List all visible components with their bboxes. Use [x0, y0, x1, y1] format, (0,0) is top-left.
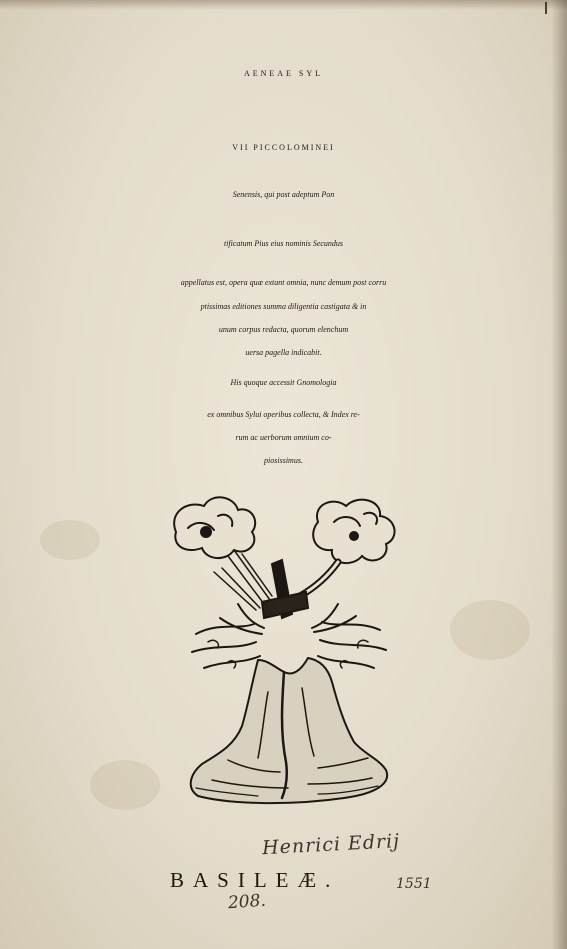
ownership-signature: Henrici Edrij — [261, 830, 401, 860]
shelfmark: 208. — [227, 890, 267, 914]
imprint-year-handwritten: 1551 — [396, 876, 432, 892]
title-line-2: VII PICCOLOMINEI — [232, 143, 335, 152]
title-line-10: ex omnibus Sylui operibus collecta, & Index re- — [207, 410, 360, 419]
title-line-7: unum corpus redacta, quorum elenchum — [218, 325, 349, 334]
corner-mark — [545, 2, 547, 14]
title-line-5: appellatus est, opera quæ extant omnia, nunc demum post corru — [180, 278, 387, 287]
title-line-6: ptissimas editiones summa diligentia castigata & in — [200, 302, 367, 311]
title-line-4: tificatum Pius eius nominis Secundus — [223, 239, 344, 248]
foxing-spot — [90, 760, 160, 810]
title-line-9: His quoque accessit Gnomologia — [230, 378, 337, 387]
printers-device-hammer-rock-icon — [168, 492, 408, 808]
page-shadow-top — [0, 0, 567, 10]
foxing-spot — [40, 520, 100, 560]
foxing-spot — [450, 600, 530, 660]
title-line-8: uersa pagella indicabit. — [245, 348, 322, 357]
title-line-1: AENEAE SYL — [243, 69, 324, 78]
title-line-3: Senensis, qui post adeptum Pon — [232, 190, 335, 199]
imprint-city: BASILEÆ. — [170, 868, 340, 892]
title-line-11: rum ac uerborum omnium co- — [235, 433, 332, 442]
title-line-12: piosissimus. — [264, 456, 303, 465]
